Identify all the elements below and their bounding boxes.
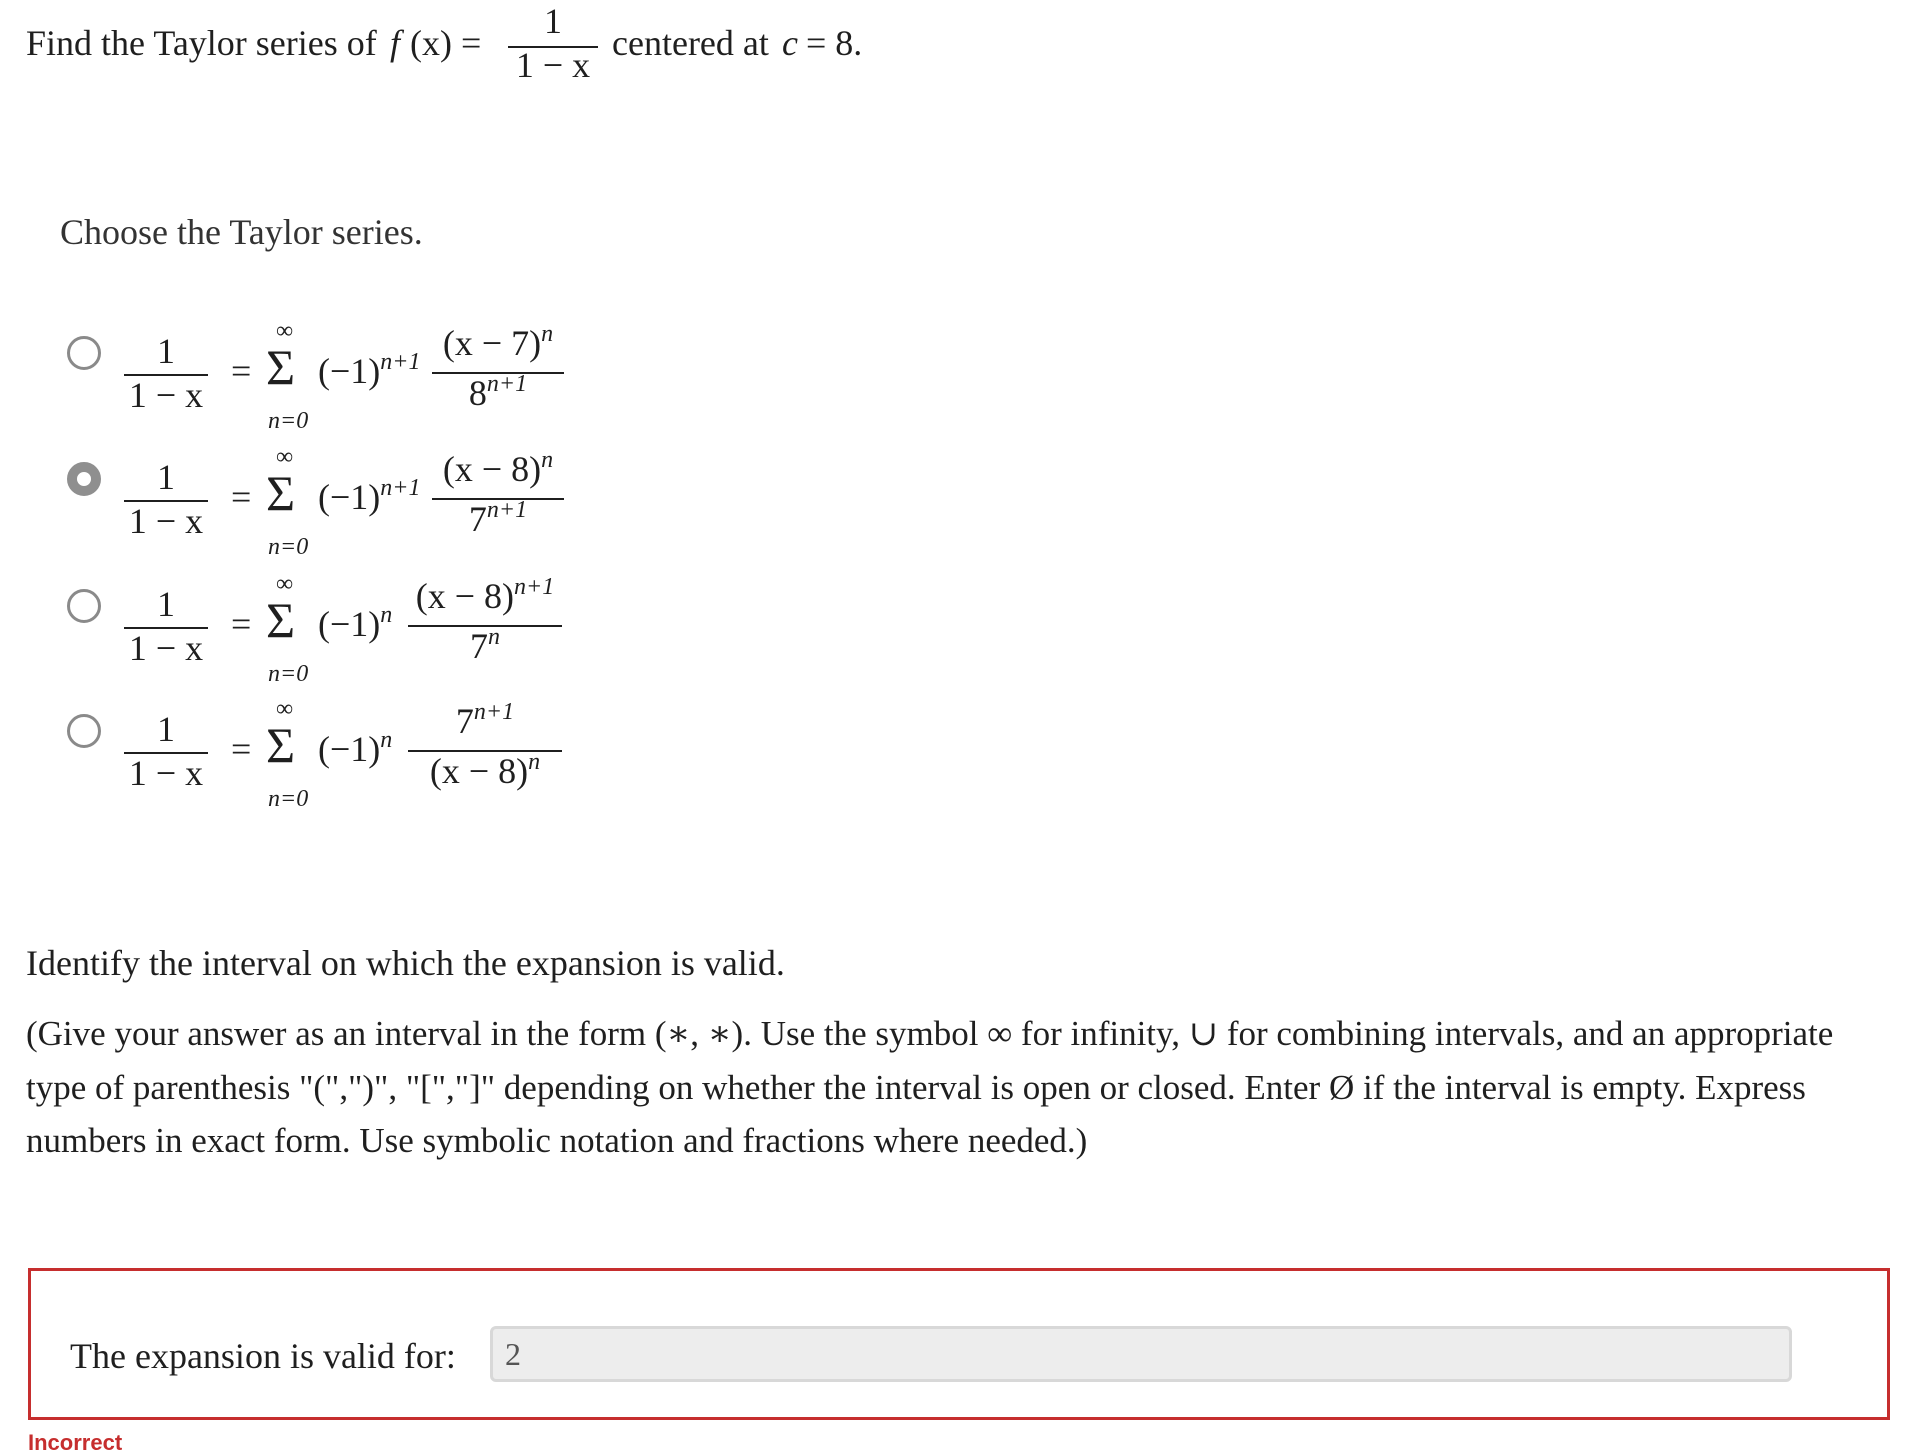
- option-sum-upper: ∞: [276, 696, 294, 722]
- question-fraction-den: 1 − x: [515, 45, 591, 85]
- option-sign-exp: n+1: [380, 349, 421, 375]
- option-equals: =: [231, 351, 252, 391]
- option-sum-lower: n=0: [268, 408, 309, 434]
- option-sum-upper: ∞: [276, 318, 294, 344]
- option-term-num: [408, 575, 562, 617]
- option-radio[interactable]: [67, 336, 101, 370]
- instructions-line-3: numbers in exact form. Use symbolic notation and fractions where needed.): [26, 1121, 1088, 1160]
- option-term-fraction: [432, 322, 564, 414]
- question-prefix: Find the Taylor series of: [26, 23, 377, 63]
- option-term-den-base: (x − 8): [429, 751, 529, 791]
- option-term-den: [408, 625, 562, 667]
- option-lhs-den: 1 − x: [128, 628, 204, 668]
- option-term-num-base: (x − 8): [442, 449, 542, 489]
- option-lhs-num: 1: [157, 457, 175, 497]
- instructions-line-2: type of parenthesis "(",")", "[","]" depending on whether the interval is open or closed. Enter Ø if the interval is empty. Express: [26, 1068, 1806, 1107]
- option-term-fraction: [408, 575, 562, 667]
- function-arg: (x) =: [410, 23, 482, 63]
- option-sign: [318, 603, 392, 645]
- answer-label: The expansion is valid for:: [70, 1336, 456, 1376]
- option-equals: =: [231, 604, 252, 644]
- option-term-num: [432, 448, 564, 490]
- option-term-num-exp: n+1: [473, 699, 515, 725]
- option-term-num-exp: n+1: [514, 574, 555, 600]
- option-term-den: [432, 498, 564, 540]
- option-radio[interactable]: [67, 462, 101, 496]
- option-sign-base: (−1): [318, 729, 381, 769]
- option-lhs-num: 1: [157, 709, 175, 749]
- option-sum-lower: n=0: [268, 534, 309, 560]
- option-sign-exp: n+1: [380, 475, 421, 501]
- option-term-fraction: [408, 700, 562, 792]
- option-sign-exp: n: [380, 602, 393, 628]
- option-sum-lower: n=0: [268, 661, 309, 687]
- option-term-den-exp: n+1: [486, 497, 528, 523]
- option-term-num: [432, 322, 564, 364]
- option-lhs-fraction: [124, 583, 208, 667]
- option-radio[interactable]: [67, 589, 101, 623]
- option-lhs-fraction: [124, 330, 208, 414]
- option-sign: [318, 728, 392, 770]
- option-term-num: [408, 700, 562, 742]
- option-lhs-num: 1: [157, 584, 175, 624]
- option-sign-base: (−1): [318, 351, 381, 391]
- option-sign: [318, 476, 420, 518]
- option-lhs-den: 1 − x: [128, 375, 204, 415]
- option-sum-symbol: Σ: [266, 465, 296, 521]
- option-term-den-exp: n+1: [486, 371, 528, 397]
- feedback-incorrect: Incorrect: [28, 1430, 123, 1455]
- option-lhs-den: 1 − x: [128, 753, 204, 793]
- option-sum-symbol: Σ: [266, 339, 296, 395]
- option-sum-symbol: Σ: [266, 717, 296, 773]
- option-sum-symbol: Σ: [266, 592, 296, 648]
- question-fraction-num: 1: [544, 1, 562, 41]
- interval-answer-input[interactable]: 2: [490, 1326, 1792, 1382]
- option-term-den: [432, 372, 564, 414]
- part1-prompt: Choose the Taylor series.: [60, 212, 423, 252]
- part2-prompt: Identify the interval on which the expansion is valid.: [26, 943, 785, 983]
- instructions-line-1: (Give your answer as an interval in the form (∗, ∗). Use the symbol ∞ for infinity, ∪ for combining intervals, and an appropriate: [26, 1014, 1834, 1053]
- option-lhs-fraction: [124, 456, 208, 540]
- option-term-den-base: 7: [470, 626, 488, 666]
- option-term-num-base: (x − 8): [415, 576, 515, 616]
- option-term-num-exp: n: [541, 321, 554, 347]
- function-name: f: [390, 23, 401, 63]
- option-equals: =: [231, 729, 252, 769]
- option-equals: =: [231, 477, 252, 517]
- option-sum-upper: ∞: [276, 571, 294, 597]
- option-sum-lower: n=0: [268, 786, 309, 812]
- option-sign-exp: n: [380, 727, 393, 753]
- option-term-den-exp: n: [528, 749, 541, 775]
- option-lhs-num: 1: [157, 331, 175, 371]
- option-lhs-den: 1 − x: [128, 501, 204, 541]
- option-term-num-base: (x − 7): [442, 323, 542, 363]
- question-suffix: centered at: [612, 23, 769, 63]
- option-sign-base: (−1): [318, 477, 381, 517]
- question-fraction: [508, 0, 598, 90]
- option-sign: [318, 350, 420, 392]
- option-term-den-exp: n: [488, 624, 500, 650]
- option-term-den: [408, 750, 562, 792]
- option-term-den-base: 7: [468, 499, 487, 539]
- option-sum-upper: ∞: [276, 444, 294, 470]
- option-lhs-fraction: [124, 708, 208, 792]
- option-term-fraction: [432, 448, 564, 540]
- option-term-num-exp: n: [541, 447, 554, 473]
- option-term-den-base: 8: [468, 373, 487, 413]
- option-term-num-base: 7: [455, 701, 474, 741]
- option-radio[interactable]: [67, 714, 101, 748]
- option-sign-base: (−1): [318, 604, 381, 644]
- center-symbol: c: [782, 23, 798, 63]
- center-value: = 8.: [806, 23, 863, 63]
